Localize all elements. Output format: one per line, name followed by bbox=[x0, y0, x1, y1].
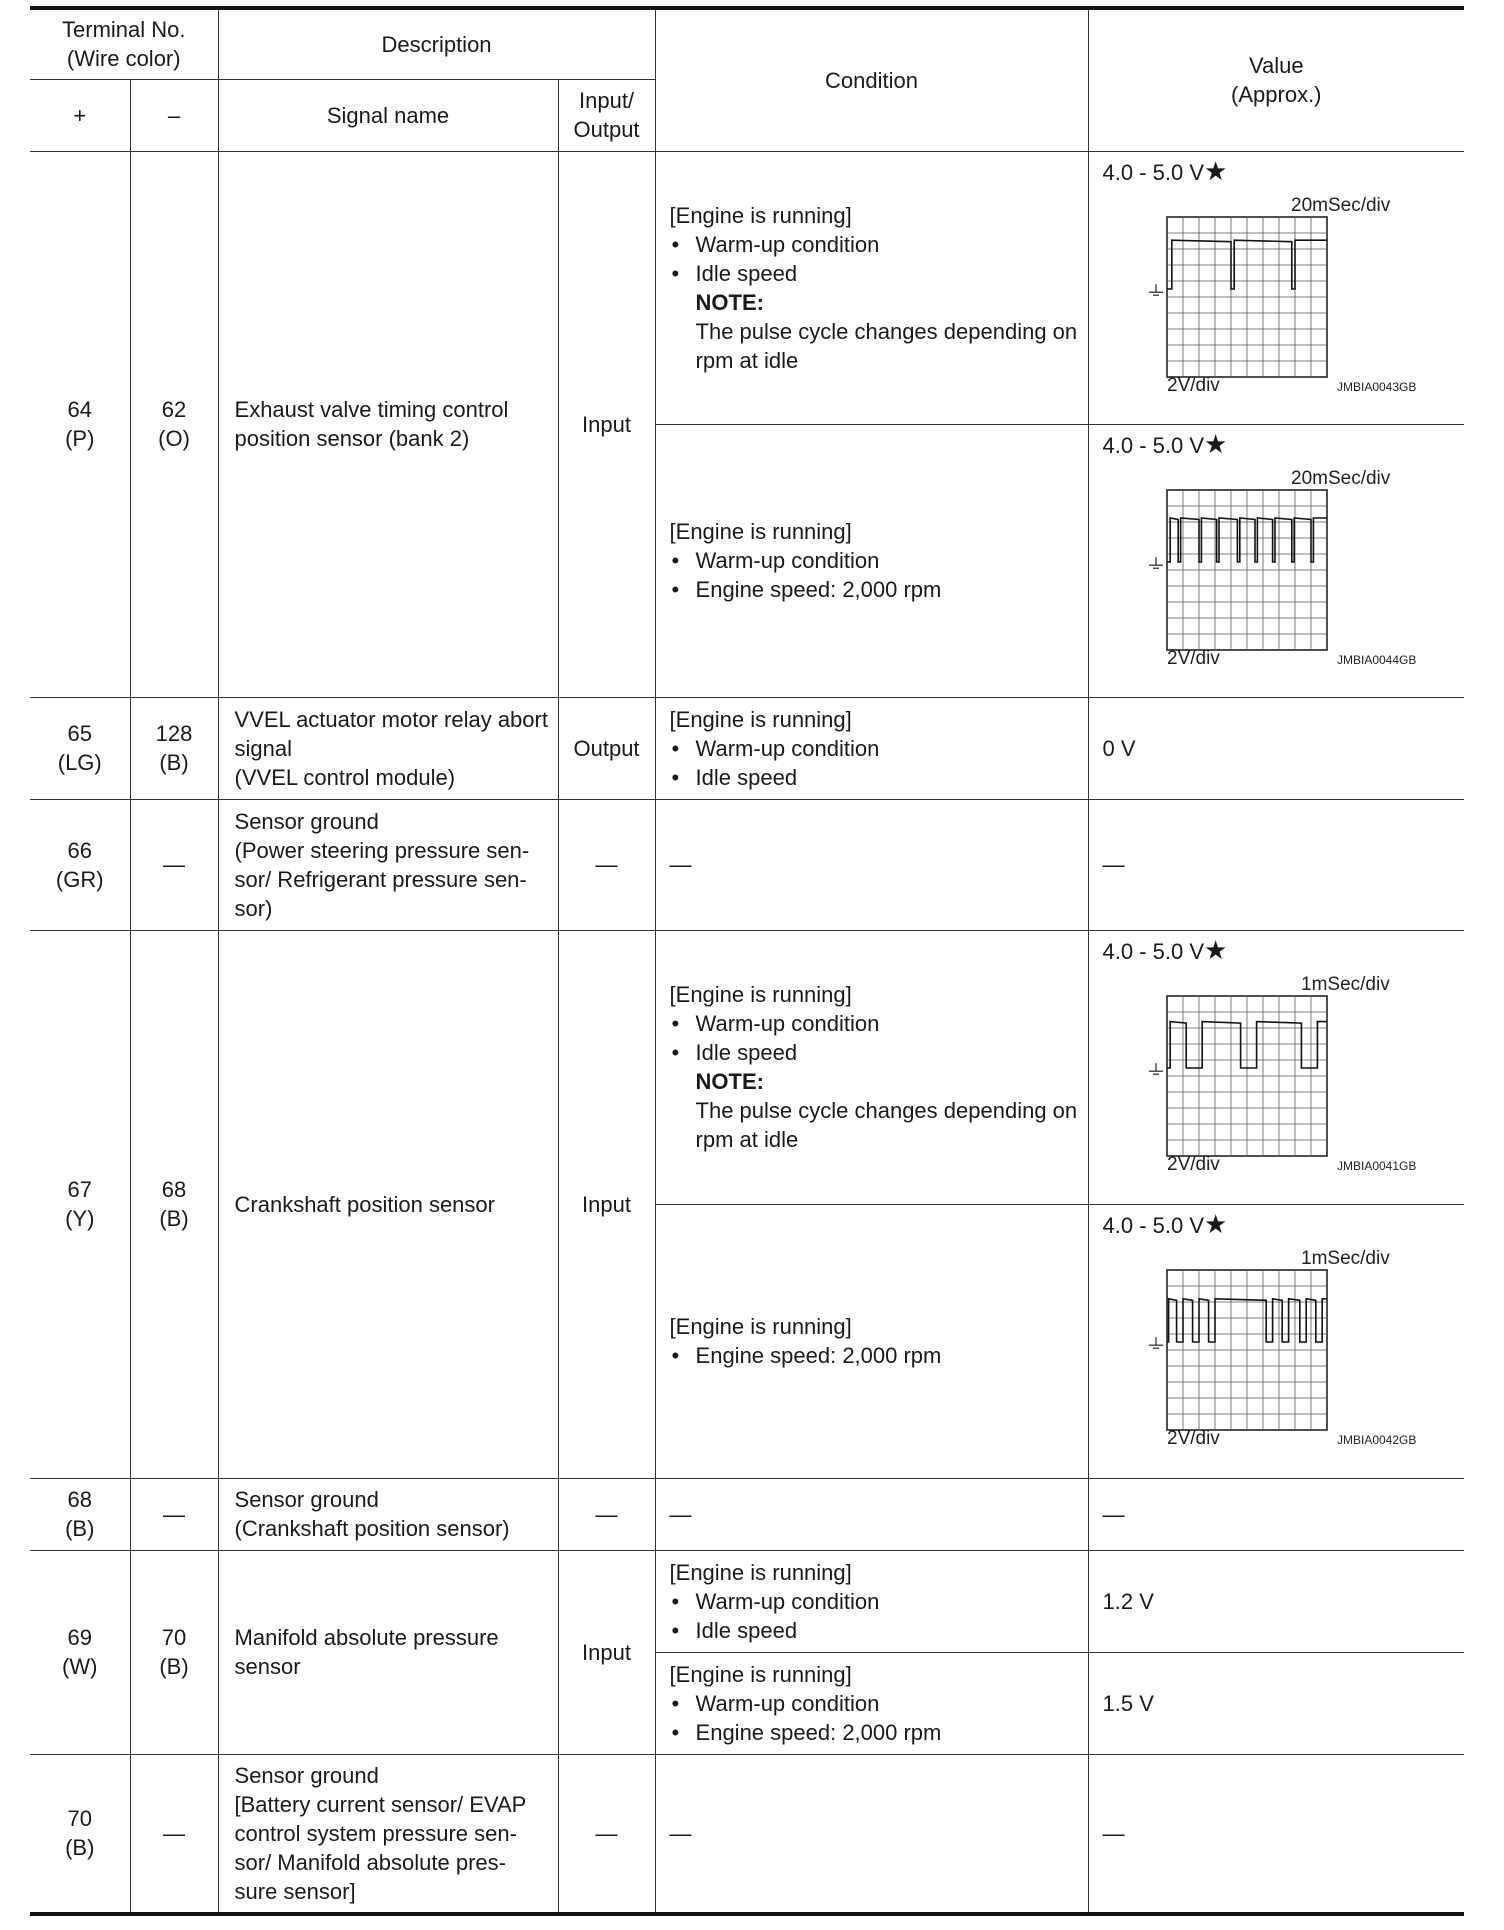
header-value: Value (Approx.) bbox=[1088, 8, 1464, 151]
oscilloscope-waveform bbox=[1103, 462, 1443, 667]
condition: — bbox=[655, 799, 1088, 930]
input-output: — bbox=[558, 1754, 655, 1914]
signal-name: Crankshaft position sensor bbox=[218, 930, 558, 1478]
condition-head: [Engine is running] bbox=[669, 1314, 852, 1339]
terminal-plus: 68 (B) bbox=[30, 1478, 130, 1550]
condition-head: [Engine is running] bbox=[669, 982, 852, 1007]
input-output: — bbox=[558, 799, 655, 930]
table-row bbox=[30, 151, 1464, 424]
value: — bbox=[1088, 1754, 1464, 1914]
terminal-plus: 70 (B) bbox=[30, 1754, 130, 1914]
volt-scale: 2V/div bbox=[1166, 1153, 1220, 1173]
volt-scale: 2V/div bbox=[1166, 647, 1220, 667]
figure-code: JMBIA0042GB bbox=[1336, 1432, 1416, 1447]
condition-bullet: • Warm-up condition bbox=[670, 230, 1082, 259]
condition-head: [Engine is running] bbox=[669, 1559, 852, 1585]
condition-bullet: • Warm-up condition bbox=[670, 734, 1082, 763]
value-text: 4.0 - 5.0 V bbox=[1102, 159, 1205, 185]
oscilloscope-waveform bbox=[1103, 1242, 1443, 1447]
condition bbox=[655, 1204, 1088, 1478]
table-row bbox=[30, 1478, 1464, 1550]
signal-name: Exhaust valve timing control position sensor (bank 2) bbox=[218, 151, 558, 697]
input-output: — bbox=[558, 1478, 655, 1550]
condition-head: [Engine is running] bbox=[669, 202, 852, 228]
condition-bullet: • Engine speed: 2,000 rpm bbox=[670, 575, 1082, 604]
signal-name: VVEL actuator motor relay abort signal (VVEL control module) bbox=[218, 697, 558, 799]
condition bbox=[655, 151, 1088, 424]
value-text: 4.0 - 5.0 V bbox=[1102, 432, 1205, 458]
figure-code: JMBIA0043GB bbox=[1336, 379, 1416, 394]
header-plus: + bbox=[30, 79, 130, 151]
value-text: 4.0 - 5.0 V bbox=[1102, 938, 1205, 964]
scope-grid bbox=[1149, 490, 1327, 650]
terminal-plus: 66 (GR) bbox=[30, 799, 130, 930]
header-signal-name: Signal name bbox=[218, 79, 558, 151]
condition-head: [Engine is running] bbox=[669, 706, 852, 732]
terminal-minus: — bbox=[130, 1478, 218, 1550]
input-output: Input bbox=[558, 151, 655, 697]
condition bbox=[655, 1652, 1088, 1754]
terminal-plus: 67 (Y) bbox=[30, 930, 130, 1478]
value bbox=[1088, 424, 1464, 697]
condition-bullet: • Idle speed bbox=[670, 1038, 1082, 1067]
header-condition: Condition bbox=[655, 8, 1088, 151]
terminal-minus: 62 (O) bbox=[130, 151, 218, 697]
value bbox=[1088, 930, 1464, 1204]
signal-name: Manifold absolute pressure sensor bbox=[218, 1550, 558, 1754]
terminal-minus: — bbox=[130, 1754, 218, 1914]
time-scale: 1mSec/div bbox=[1300, 1247, 1390, 1269]
value: — bbox=[1088, 1478, 1464, 1550]
star-icon: ★ bbox=[1204, 934, 1228, 965]
value: 1.5 V bbox=[1088, 1652, 1464, 1754]
input-output: Output bbox=[558, 697, 655, 799]
time-scale: 20mSec/div bbox=[1290, 467, 1390, 489]
input-output: Input bbox=[558, 930, 655, 1478]
time-scale: 20mSec/div bbox=[1290, 194, 1390, 216]
figure-code: JMBIA0041GB bbox=[1336, 1158, 1416, 1173]
terminal-minus: 128 (B) bbox=[130, 697, 218, 799]
condition-bullet: • Engine speed: 2,000 rpm bbox=[670, 1718, 1082, 1747]
condition-bullet: • Idle speed bbox=[670, 259, 1082, 288]
terminal-minus: 70 (B) bbox=[130, 1550, 218, 1754]
value: — bbox=[1088, 799, 1464, 930]
time-scale: 1mSec/div bbox=[1300, 973, 1390, 995]
condition-bullet: • Idle speed bbox=[670, 763, 1082, 792]
value bbox=[1088, 151, 1464, 424]
condition: — bbox=[655, 1754, 1088, 1914]
table-row bbox=[30, 1754, 1464, 1914]
oscilloscope-waveform bbox=[1103, 968, 1443, 1173]
terminal-plus: 69 (W) bbox=[30, 1550, 130, 1754]
signal-name: Sensor ground [Battery current sensor/ EVAP control system pressure sen- sor/ Manifold absolute pres- sure sensor] bbox=[218, 1754, 558, 1914]
value bbox=[1088, 1204, 1464, 1478]
figure-code: JMBIA0044GB bbox=[1336, 652, 1416, 667]
header-input-output: Input/ Output bbox=[558, 79, 655, 151]
note-text: The pulse cycle changes depending on rpm at idle bbox=[695, 318, 1078, 373]
condition-head: [Engine is running] bbox=[669, 1661, 852, 1687]
scope-grid bbox=[1149, 1270, 1327, 1430]
condition bbox=[655, 930, 1088, 1204]
note-label: NOTE: bbox=[695, 289, 764, 315]
condition-bullet: • Warm-up condition bbox=[670, 546, 1082, 575]
condition-bullet: • Warm-up condition bbox=[670, 1689, 1082, 1718]
header-terminal: Terminal No. (Wire color) bbox=[30, 8, 218, 79]
input-output: Input bbox=[558, 1550, 655, 1754]
oscilloscope-waveform bbox=[1103, 189, 1443, 394]
condition bbox=[655, 697, 1088, 799]
value: 1.2 V bbox=[1088, 1550, 1464, 1652]
value: 0 V bbox=[1088, 697, 1464, 799]
star-icon: ★ bbox=[1204, 428, 1228, 459]
signal-name: Sensor ground (Crankshaft position sensor) bbox=[218, 1478, 558, 1550]
terminal-minus: — bbox=[130, 799, 218, 930]
condition-bullet: • Engine speed: 2,000 rpm bbox=[670, 1341, 1082, 1370]
star-icon: ★ bbox=[1204, 155, 1228, 186]
terminal-spec-table bbox=[30, 6, 1464, 1916]
note-text: The pulse cycle changes depending on rpm at idle bbox=[695, 1098, 1078, 1152]
star-icon: ★ bbox=[1204, 1208, 1228, 1239]
condition bbox=[655, 424, 1088, 697]
condition-bullet: • Warm-up condition bbox=[670, 1587, 1082, 1616]
header-description: Description bbox=[218, 8, 655, 79]
volt-scale: 2V/div bbox=[1166, 1427, 1220, 1447]
condition bbox=[655, 1550, 1088, 1652]
condition-bullet: • Idle speed bbox=[670, 1616, 1082, 1645]
table-row bbox=[30, 799, 1464, 930]
header-minus: – bbox=[130, 79, 218, 151]
terminal-minus: 68 (B) bbox=[130, 930, 218, 1478]
terminal-plus: 64 (P) bbox=[30, 151, 130, 697]
volt-scale: 2V/div bbox=[1166, 374, 1220, 394]
value-text: 4.0 - 5.0 V bbox=[1102, 1212, 1205, 1238]
table-row bbox=[30, 1550, 1464, 1652]
condition-head: [Engine is running] bbox=[669, 519, 852, 544]
condition-bullet: • Warm-up condition bbox=[670, 1009, 1082, 1038]
condition: — bbox=[655, 1478, 1088, 1550]
signal-name: Sensor ground (Power steering pressure sen- sor/ Refrigerant pressure sen- sor) bbox=[218, 799, 558, 930]
table-row bbox=[30, 930, 1464, 1204]
note-label: NOTE: bbox=[695, 1069, 764, 1094]
terminal-plus: 65 (LG) bbox=[30, 697, 130, 799]
scope-grid bbox=[1149, 996, 1327, 1156]
table-row bbox=[30, 697, 1464, 799]
